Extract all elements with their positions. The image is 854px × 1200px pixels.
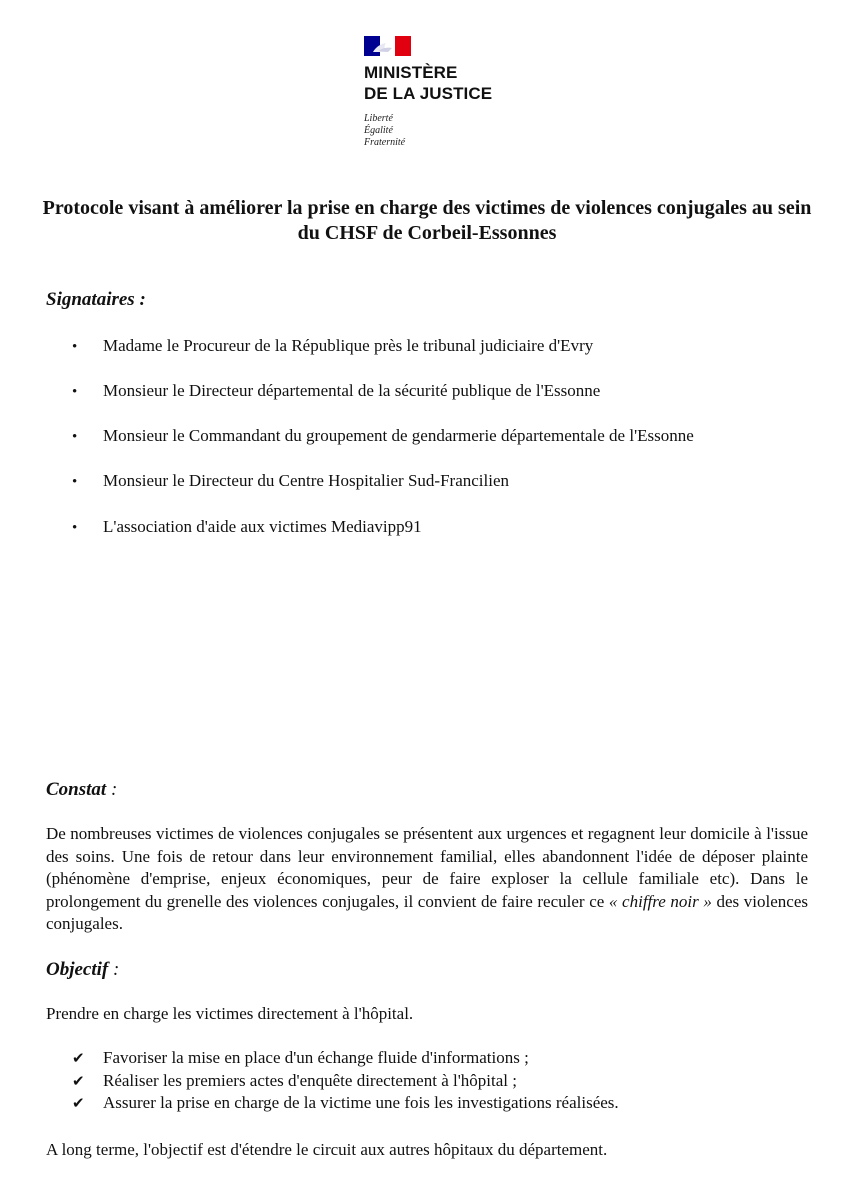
bullet-icon: • [72,429,78,445]
signataire-text: Monsieur le Commandant du groupement de gendarmerie départementale de l'Essonne [103,426,694,445]
objectif-item [72,1047,619,1070]
signataire-text: Monsieur le Directeur départemental de la sécurité publique de l'Essonne [103,381,601,400]
objectif-intro: Prendre en charge les victimes directement à l'hôpital. [46,1004,414,1023]
bullet-icon: • [72,520,78,536]
constat-text-before: De nombreuses victimes de violences conjugales se présentent aux urgences et regagnent leur domicile à l'issue des soins. Une fois de retour dans leur environnement familial, elles abandonnent l'idée de déposer plainte (phénomène d'emprise, enjeux économiques, peur de faire exploser la cellule familiale etc). Dans le prolongement du grenelle des violences conjugales, il convient de faire reculer ce [46,824,808,911]
constat-heading [46,778,117,802]
bullet-icon: • [72,339,78,355]
objectif-heading [46,958,119,982]
constat-text-after: des violences conjugales. [46,891,808,933]
logo-ministry-line2: DE LA JUSTICE [364,84,493,103]
checkmark-icon: ✔ [72,1094,85,1112]
signataires-heading: Signataires : [46,289,146,310]
motto-liberte: Liberté [364,113,393,124]
objectif-checklist [72,1047,619,1115]
marianne-flag-icon [364,36,411,56]
motto-egalite: Égalité [364,125,393,136]
signataire-item [72,470,509,493]
document-title: Protocole visant à améliorer la prise en charge des victimes de violences conjugales au sein du CHSF de Corbeil-Essonnes [42,197,812,244]
constat-heading-label: Constat [46,779,107,800]
constat-paragraph [46,823,808,936]
signataire-item [72,516,422,539]
bullet-icon: • [72,384,78,400]
ministry-logo [364,36,524,156]
signataire-item [72,335,593,358]
checkmark-icon: ✔ [72,1071,85,1090]
constat-text-em: « chiffre noir » [608,891,712,911]
signataire-text: Monsieur le Directeur du Centre Hospitalier Sud-Francilien [103,471,509,490]
objectif-heading-label: Objectif [46,959,109,980]
signataire-text: Madame le Procureur de la République près le tribunal judiciaire d'Evry [103,336,594,355]
signataire-item [72,425,694,448]
objectif-conclusion: A long terme, l'objectif est d'étendre le circuit aux autres hôpitaux du département. [46,1140,608,1159]
checkmark-icon: ✔ [72,1049,85,1067]
objectif-item [72,1070,619,1093]
logo-ministry-line1: MINISTÈRE [364,63,458,82]
objectif-item-text: Assurer la prise en charge de la victime une fois les investigations réalisées. [103,1093,619,1112]
objectif-heading-colon: : [108,959,120,980]
constat-heading-colon: : [106,779,118,800]
motto-fraternite: Fraternité [364,137,406,148]
objectif-item [72,1092,619,1115]
signataire-item [72,380,600,403]
bullet-icon: • [72,474,78,490]
signataire-text: L'association d'aide aux victimes Mediavipp91 [103,517,422,536]
objectif-item-text: Réaliser les premiers actes d'enquête directement à l'hôpital ; [103,1070,517,1090]
objectif-item-text: Favoriser la mise en place d'un échange fluide d'informations ; [103,1048,529,1067]
